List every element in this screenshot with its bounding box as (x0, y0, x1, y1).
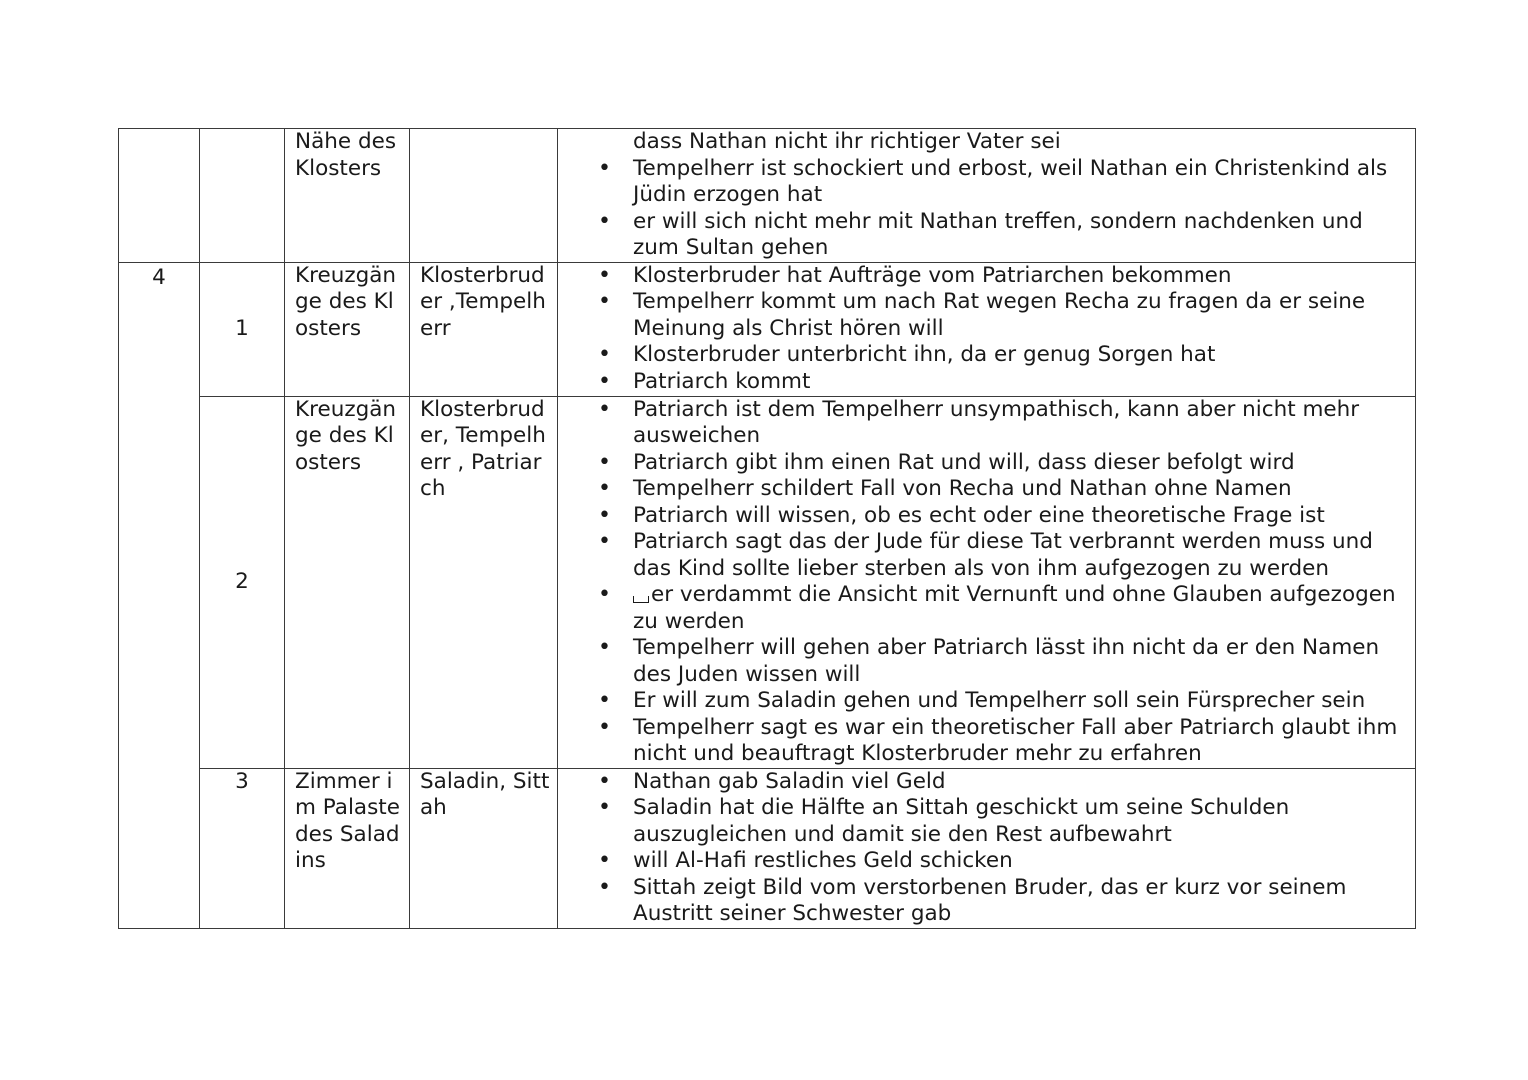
content-list (558, 769, 1415, 928)
list-item: • Patriarch will wissen, ob es echt oder eine theoretische Frage ist (558, 503, 1405, 530)
content-list (558, 129, 1415, 262)
list-item: • Patriarch ist dem Tempelherr unsympathisch, kann aber nicht mehr ausweichen (558, 397, 1405, 450)
persons-cell (410, 129, 558, 263)
list-item: • Patriarch gibt ihm einen Rat und will, dass dieser befolgt wird (558, 450, 1405, 477)
list-item: • Tempelherr schildert Fall von Recha und Nathan ohne Namen (558, 476, 1405, 503)
persons-text: Klosterbruder ,Tempelherr (420, 262, 546, 341)
scene-number: 3 (235, 768, 249, 794)
list-item: • Nathan gab Saladin viel Geld (558, 769, 1405, 796)
table-row (119, 262, 1416, 396)
scene-cell (200, 768, 285, 928)
list-item: • Er will zum Saladin gehen und Tempelherr soll sein Fürsprecher sein (558, 688, 1405, 715)
scene-number: 1 (235, 315, 249, 341)
persons-cell (410, 262, 558, 396)
list-item-text: er verdammt die Ansicht mit Vernunft und ohne Glauben aufgezogen zu werden (633, 582, 1396, 634)
place-text: Zimmer im Palaste des Saladins (295, 768, 400, 873)
place-cell (285, 129, 410, 263)
list-item: • Tempelherr kommt um nach Rat wegen Recha zu fragen da er seine Meinung als Christ hören will (558, 289, 1405, 342)
scene-cell (200, 129, 285, 263)
act-cell (119, 262, 200, 928)
list-item: • Sittah zeigt Bild vom verstorbenen Bruder, das er kurz vor seinem Austritt seiner Schwester gab (558, 875, 1405, 928)
persons-text: Klosterbruder, Tempelherr , Patriarch (420, 396, 546, 501)
content-cell (558, 768, 1416, 928)
persons-cell (410, 396, 558, 768)
scene-number: 2 (235, 568, 249, 594)
list-item: • er will sich nicht mehr mit Nathan treffen, sondern nachdenken und zum Sultan gehen (558, 209, 1405, 262)
content-cell (558, 262, 1416, 396)
place-text: Kreuzgänge des Klosters (295, 396, 397, 475)
list-item: • Patriarch sagt das der Jude für diese Tat verbrannt werden muss und das Kind sollte lieber sterben als von ihm aufgezogen zu werden (558, 529, 1405, 582)
table-row (119, 396, 1416, 768)
persons-text: Saladin, Sittah (420, 768, 550, 820)
list-item: • Saladin hat die Hälfte an Sittah geschickt um seine Schulden auszugleichen und damit sie den Rest aufbewahrt (558, 795, 1405, 848)
list-item: • Klosterbruder hat Aufträge vom Patriarchen bekommen (558, 263, 1405, 290)
content-list (558, 397, 1415, 768)
act-number: 4 (152, 264, 166, 290)
list-item: • Tempelherr will gehen aber Patriarch lässt ihn nicht da er den Namen des Juden wissen will (558, 635, 1405, 688)
place-cell (285, 396, 410, 768)
place-text: Kreuzgänge des Klosters (295, 262, 397, 341)
list-item: • Tempelherr ist schockiert und erbost, weil Nathan ein Christenkind als Jüdin erzogen hat (558, 156, 1405, 209)
list-item: • Patriarch kommt (558, 369, 1405, 396)
content-list (558, 263, 1415, 396)
scene-cell (200, 262, 285, 396)
list-item: • will Al-Hafi restliches Geld schicken (558, 848, 1405, 875)
content-cell (558, 129, 1416, 263)
act-cell (119, 129, 200, 263)
list-item (558, 582, 1405, 635)
list-item: • Klosterbruder unterbricht ihn, da er genug Sorgen hat (558, 342, 1405, 369)
list-item: • Tempelherr sagt es war ein theoretischer Fall aber Patriarch glaubt ihm nicht und beauftragt Klosterbruder mehr zu erfahren (558, 715, 1405, 768)
missing-glyph-icon (633, 596, 649, 603)
place-cell (285, 768, 410, 928)
place-cell (285, 262, 410, 396)
table-row (119, 129, 1416, 263)
scene-table (118, 128, 1416, 929)
list-item: dass Nathan nicht ihr richtiger Vater sei (633, 129, 1061, 154)
table-row (119, 768, 1416, 928)
content-cell (558, 396, 1416, 768)
scene-cell (200, 396, 285, 768)
place-text: Nähe des Klosters (295, 129, 397, 181)
persons-cell (410, 768, 558, 928)
